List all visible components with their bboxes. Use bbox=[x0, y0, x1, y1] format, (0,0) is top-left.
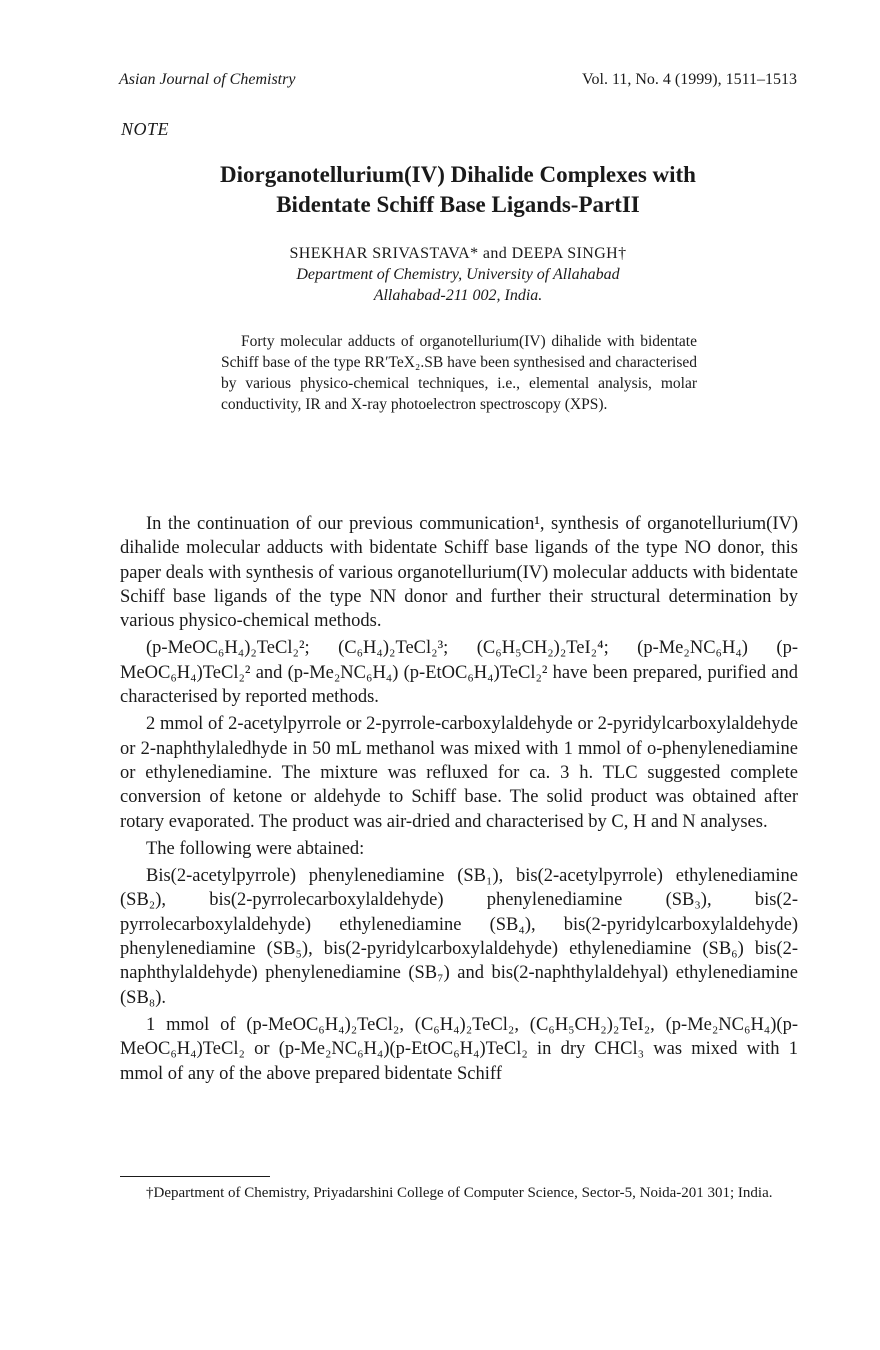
footnote: †Department of Chemistry, Priyadarshini College of Computer Science, Sector-5, Noida-201 301; India. bbox=[146, 1185, 773, 1201]
volume-info: Vol. 11, No. 4 (1999), 1511–1513 bbox=[582, 71, 797, 88]
author-block bbox=[119, 243, 797, 306]
body-paragraph-5: Bis(2-acetylpyrrole) phenylenediamine (SB₁), bis(2-acetylpyrrole) ethylenediamine (SB₂), bis(2-pyrrolecarboxylaldehyde) phenylenediamine (SB₃), bis(2-pyrrolecarboxylaldehyde) ethylenediamine (SB₄), bis(2-pyridylcarboxylaldehyde) phenylenediamine (SB₅), bis(2-pyridylcarboxylaldehyde) ethylenediamine (SB₆) bis(2-naphthylaldehyde) phenylenediamine (SB₇) and bis(2-naphthylaldehyal) ethylenediamine (SB₈). bbox=[120, 866, 798, 1008]
body-paragraph-4: The following were abtained: bbox=[146, 838, 365, 859]
title-line-2: Bidentate Schiff Base Ligands-PartII bbox=[276, 192, 640, 217]
abstract bbox=[221, 331, 697, 415]
footnote-rule bbox=[120, 1176, 270, 1177]
body-text bbox=[120, 512, 798, 1089]
body-paragraph-6: 1 mmol of (p-MeOC₆H₄)₂TeCl₂, (C₆H₄)₂TeCl₂, (C₆H₅CH₂)₂TeI₂, (p-Me₂NC₆H₄)(p-MeOC₆H₄)TeCl₂ or (p-Me₂NC₆H₄)(p-EtOC₆H₄)TeCl₂ in dry CHCl₃ was mixed with 1 mmol of any of the above prepared bidentate Schiff bbox=[120, 1014, 798, 1084]
affiliation-city: Allahabad-211 002, India. bbox=[373, 287, 543, 304]
body-paragraph-2: (p-MeOC₆H₄)₂TeCl₂²; (C₆H₄)₂TeCl₂³; (C₆H₅CH₂)₂TeI₂⁴; (p-Me₂NC₆H₄) (p-MeOC₆H₄)TeCl₂² and (p-Me₂NC₆H₄) (p-EtOC₆H₄)TeCl₂² have been prepared, purified and characterised by reported methods. bbox=[120, 638, 798, 708]
paper-title bbox=[119, 160, 797, 220]
author-names: SHEKHAR SRIVASTAVA* and DEEPA SINGH† bbox=[289, 245, 627, 262]
body-paragraph-3: 2 mmol of 2-acetylpyrrole or 2-pyrrole-carboxylaldehyde or 2-pyridylcarboxylaldehyde or 2-naphthylaledhyde in 50 mL methanol was mixed with 1 mmol of o-phenylenediamine or ethylenediamine. The mixture was refluxed for ca. 3 h. TLC suggested complete conversion of ketone or aldehyde to Schiff base. The solid product was obtained after rotary evaporated. The product was air-dried and characterised by C, H and N analyses. bbox=[120, 714, 798, 832]
affiliation-department: Department of Chemistry, University of Allahabad bbox=[296, 266, 620, 283]
title-line-1: Diorganotellurium(IV) Dihalide Complexes with bbox=[220, 162, 696, 187]
note-label: NOTE bbox=[121, 119, 170, 139]
journal-name: Asian Journal of Chemistry bbox=[119, 71, 296, 88]
body-paragraph-1: In the continuation of our previous communication¹, synthesis of organotellurium(IV) dihalide molecular adducts with bidentate Schiff base ligands of the type NO donor, this paper deals with synthesis of various organotellurium(IV) molecular adducts with bidentate Schiff base ligands of the type NN donor and further their structural determination by various physico-chemical methods. bbox=[120, 514, 798, 632]
abstract-text: Forty molecular adducts of organotellurium(IV) dihalide with bidentate Schiff base of the type RR′TeX₂.SB have been synthesised and characterised by various physico-chemical techniques, i.e., elemental analysis, molar conductivity, IR and X-ray photoelectron spectroscopy (XPS). bbox=[221, 333, 697, 413]
